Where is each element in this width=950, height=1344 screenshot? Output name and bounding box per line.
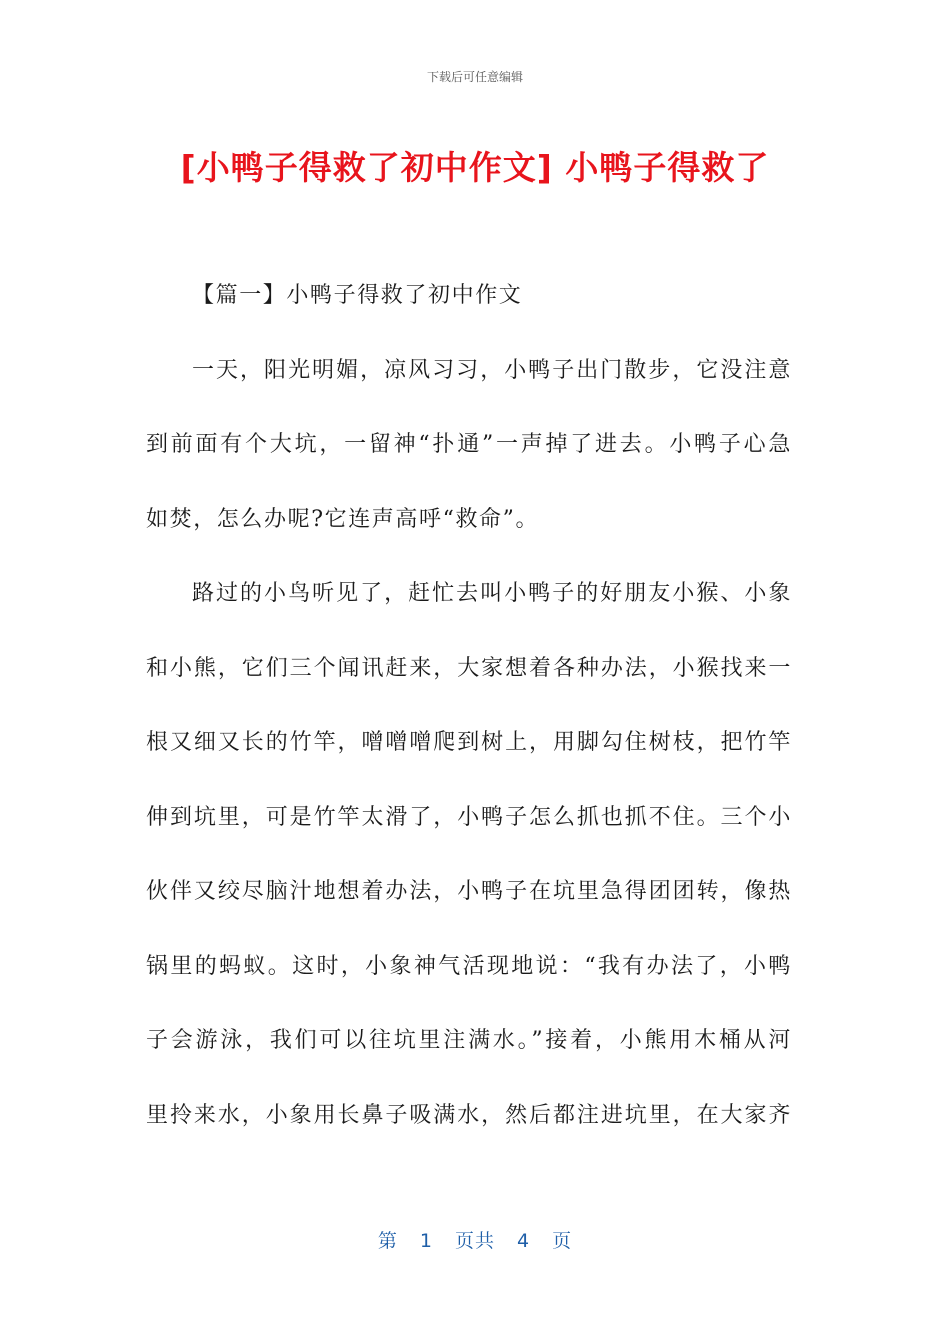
paragraph-2-line-2: 和小熊，它们三个闻讯赶来，大家想着各种办法，小猴找来一 — [146, 655, 792, 681]
paragraph-2-line-8: 里拎来水，小象用长鼻子吸满水，然后都注进坑里，在大家齐 — [146, 1102, 792, 1128]
footer-prefix: 第 — [377, 1230, 398, 1252]
paragraph-2-line-7: 子会游泳，我们可以往坑里注满水。”接着，小熊用木桶从河 — [146, 1028, 792, 1053]
paragraph-2-line-4: 伸到坑里，可是竹竿太滑了，小鸭子怎么抓也抓不住。三个小 — [146, 804, 792, 830]
paragraph-2-line-3: 根又细又长的竹竿，噌噌噌爬到树上，用脚勾住树枝，把竹竿 — [146, 730, 792, 755]
footer-total-pages: 4 — [517, 1230, 531, 1252]
paragraph-2-line-1: 路过的小鸟听见了，赶忙去叫小鸭子的好朋友小猴、小象 — [192, 581, 792, 606]
paragraph-2-line-5: 伙伴又绞尽脑汁地想着办法，小鸭子在坑里急得团团转，像热 — [146, 879, 792, 904]
footer-suffix: 页 — [552, 1230, 573, 1252]
article-body — [146, 259, 792, 1153]
footer-current-page: 1 — [419, 1230, 433, 1252]
paragraph-1-line-2: 到前面有个大坑，一留神“扑通”一声掉了进去。小鸭子心急 — [146, 432, 792, 457]
paragraph-1-line-1: 一天，阳光明媚，凉风习习，小鸭子出门散步，它没注意 — [192, 357, 792, 383]
footer-middle: 页共 — [454, 1230, 495, 1252]
header-note: 下载后可任意编辑 — [426, 70, 523, 84]
page-footer — [0, 1226, 950, 1253]
section-heading: 【篇一】小鸭子得救了初中作文 — [192, 283, 523, 308]
paragraph-2-line-6: 锅里的蚂蚁。这时，小象神气活现地说：“我有办法了，小鸭 — [146, 953, 792, 979]
paragraph-1-line-3: 如焚，怎么办呢?它连声高呼“救命”。 — [146, 506, 540, 532]
page-title: [小鸭子得救了初中作文] 小鸭子得救了 — [180, 148, 770, 187]
